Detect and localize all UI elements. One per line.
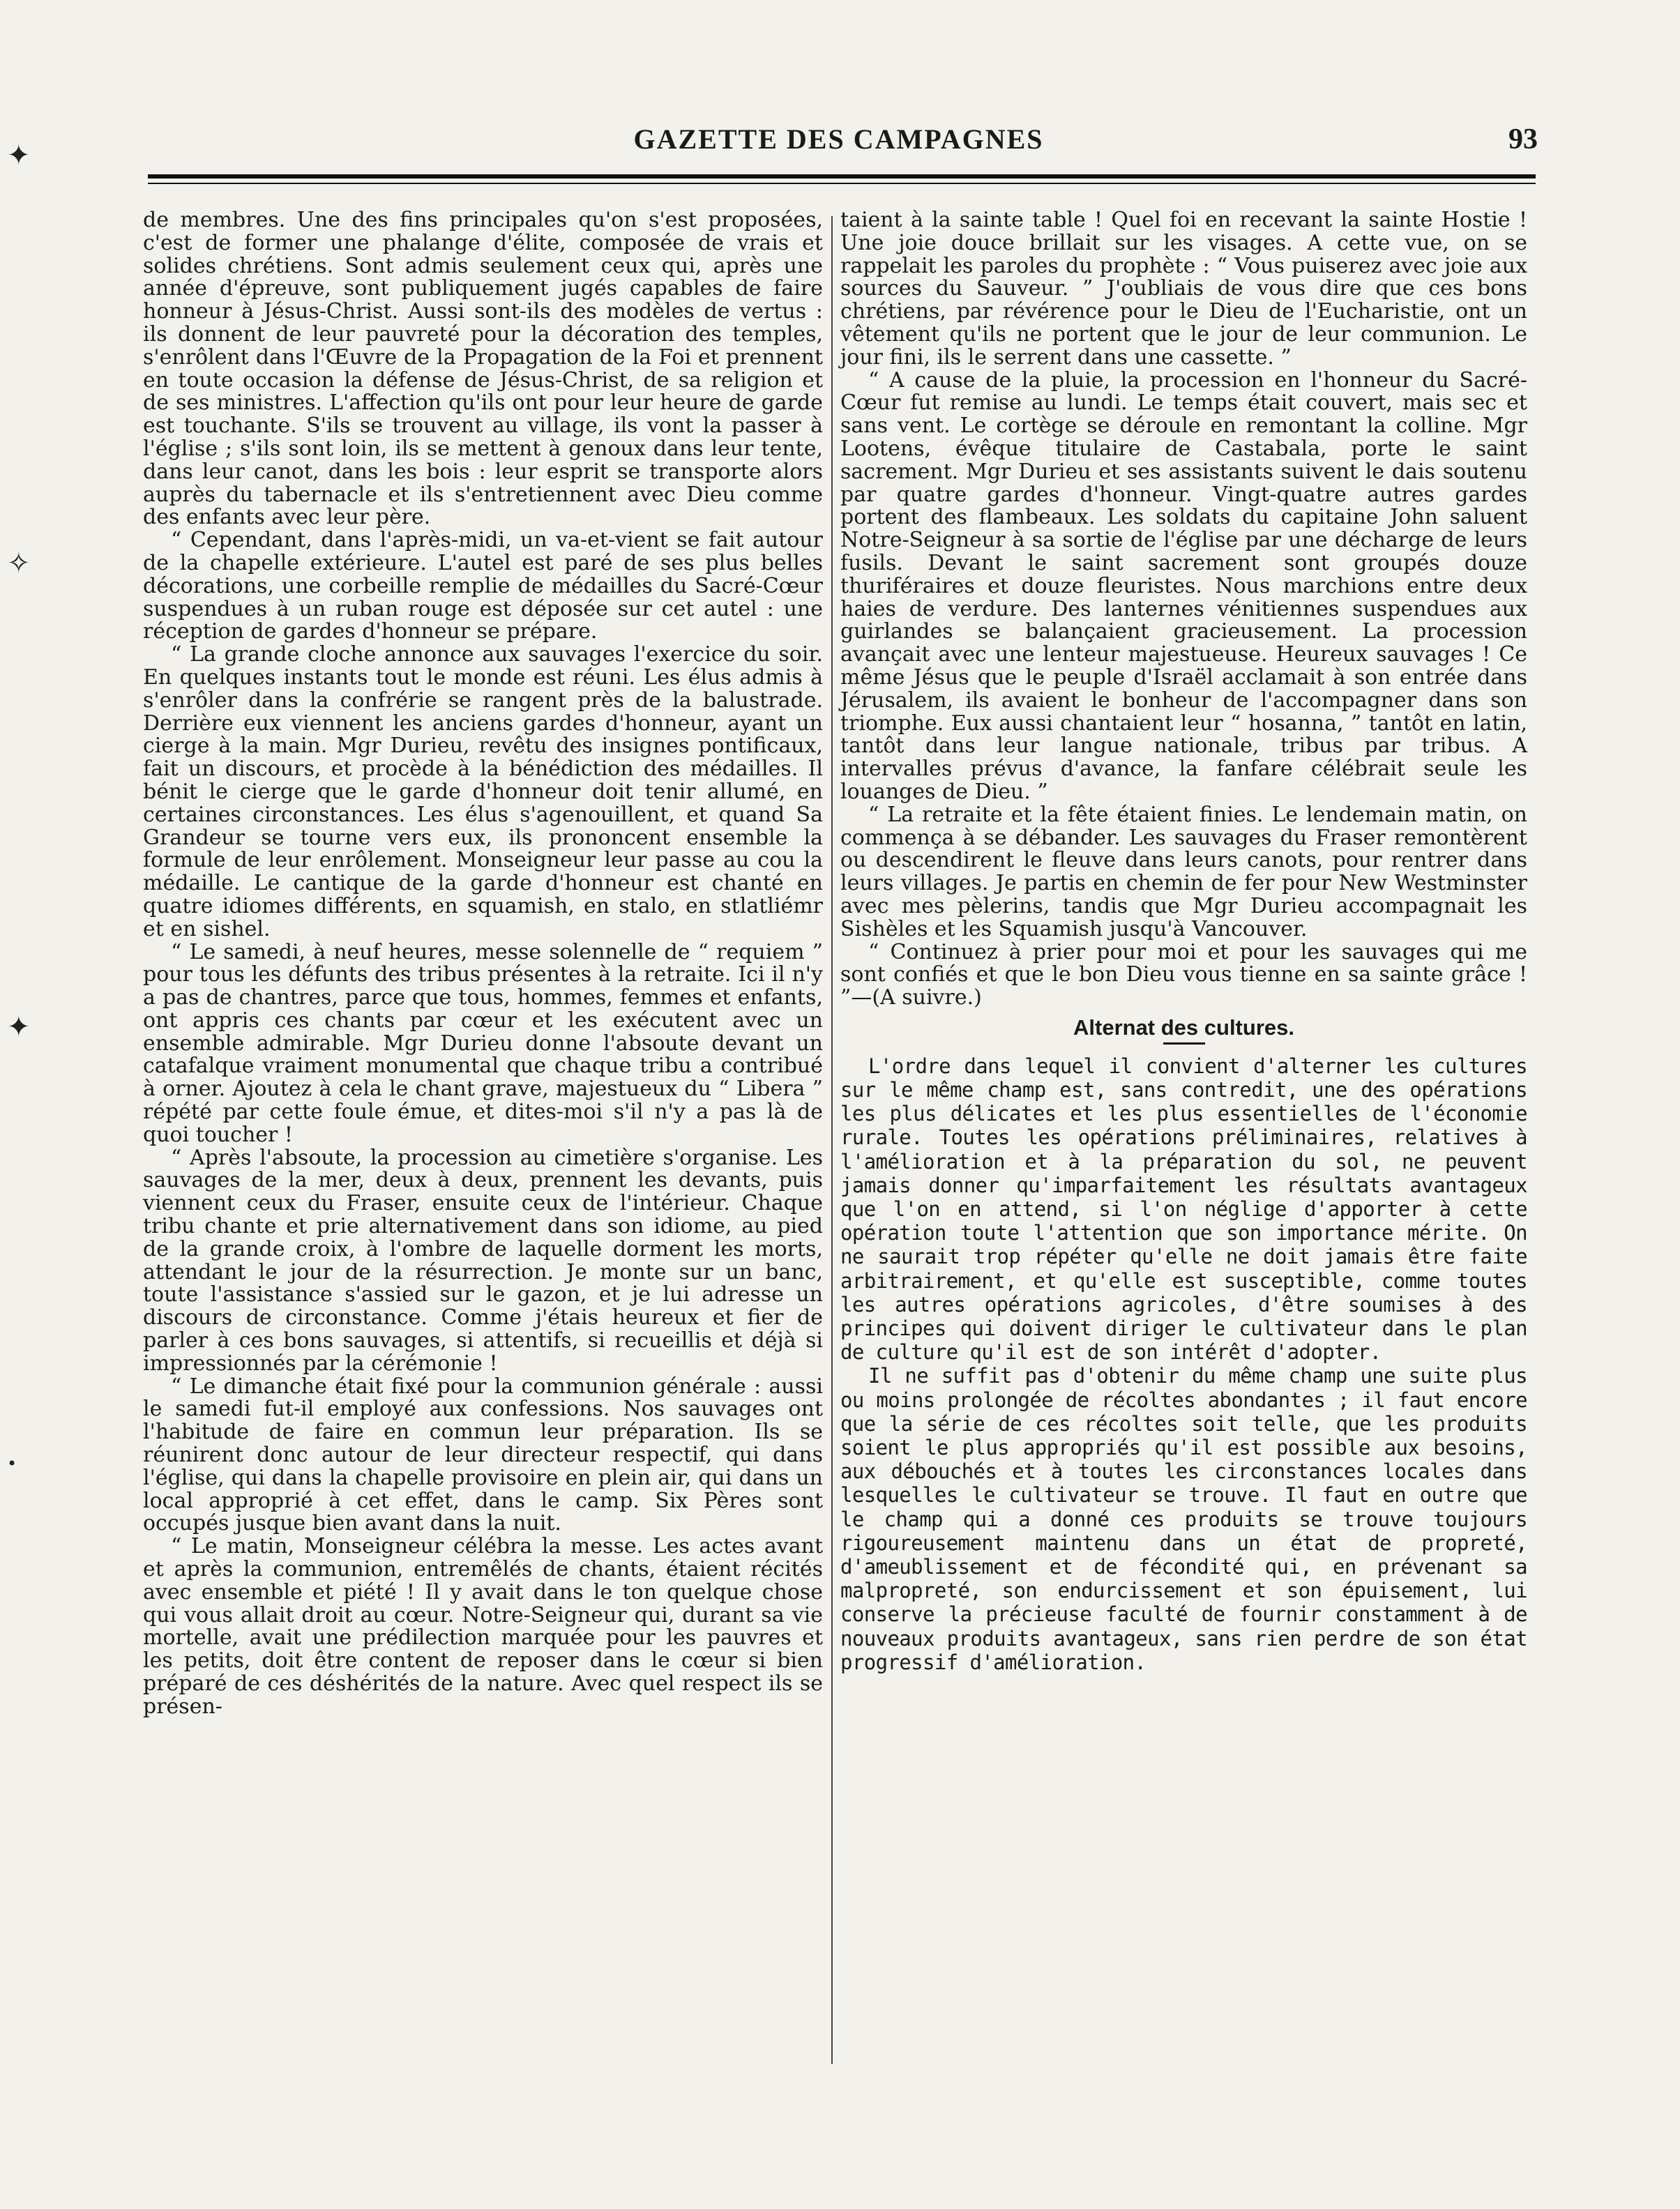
margin-mark: ✦	[7, 139, 31, 172]
paragraph: “ Continuez à prier pour moi et pour les sauvages qui me sont confiés et que le bon Dieu vous tienne en sa sainte grâce ! ”—(A suivre.)	[840, 939, 1527, 1010]
paragraph: “ Le dimanche était fixé pour la communion générale : aussi le samedi fut-il employé aux confessions. Nos sauvages ont l'habitude de faire en commun leur préparation. Ils se réunirent donc autour de leur directeur respectif, qui dans l'église, qui dans la chapelle provisoire en plein air, qui dans un local approprié à cet effet, dans le camp. Six Pères sont occupés jusque bien avant dans la nuit.	[143, 1374, 823, 1536]
header-rule-thin	[148, 183, 1536, 184]
paragraph: L'ordre dans lequel il convient d'alterner les cultures sur le même champ est, sans contredit, une des opérations les plus délicates et les plus essentielles de l'économie rurale. Toutes les opérations préliminaires, relatives à l'amélioration et à la préparation du sol, ne peuvent jamais donner qu'imparfaitement les résultats avantageux que l'on en attend, si l'on néglige d'apporter à cette opération toute l'attention que son importance mérite. On ne saurait trop répéter qu'elle ne doit jamais être faite arbitrairement, et qu'elle est susceptible, comme toutes les autres opérations agricoles, d'être soumises à des principes qui doivent diriger le cultivateur dans le plan de culture qu'il est de son intérêt d'adopter.	[840, 1054, 1527, 1365]
paragraph: “ Après l'absoute, la procession au cimetière s'organise. Les sauvages de la mer, deux à deux, prennent les devants, puis viennent ceux du Fraser, ensuite ceux de l'intérieur. Chaque tribu chante et prie alternativement dans son idiome, au pied de la grande croix, à l'ombre de laquelle dorment les morts, attendant le jour de la résurrection. Je monte sur un banc, toute l'assistance s'assied sur le gazon, et je lui adresse un discours de circonstance. Comme j'étais heureux et fier de parler à ces bons sauvages, si attentifs, si recueillis et déjà si impressionnés par la cérémonie !	[143, 1145, 823, 1376]
paragraph: taient à la sainte table ! Quel foi en recevant la sainte Hostie ! Une joie douce brillait sur les visages. A cette vue, on se rappelait les paroles du prophète : “ Vous puiserez avec joie aux sources du Sauveur. ” J'oubliais de vous dire que ces bons chrétiens, par révérence pour le Dieu de l'Eucharistie, ont un vêtement qu'ils ne portent que le jour de leur communion. Le jour fini, ils le serrent dans une cassette. ”	[840, 208, 1527, 370]
margin-mark: ✧	[7, 547, 31, 579]
page-number: 93	[1508, 123, 1538, 155]
running-title: GAZETTE DES CAMPAGNES	[633, 123, 1044, 155]
section-title: Alternat des cultures.	[1073, 1015, 1294, 1040]
paragraph: “ La grande cloche annonce aux sauvages l'exercice du soir. En quelques instants tout le monde est réuni. Les élus admis à s'enrôler dans la confrérie se rangent près de la balustrade. Derrière eux viennent les anciens gardes d'honneur, ayant un cierge à la main. Mgr Durieu, revêtu des insignes pontificaux, fait un discours, et procède à la bénédiction des médailles. Il bénit le cierge que le garde d'honneur doit tenir allumé, en certaines circonstances. Les élus s'agenouillent, et quand Sa Grandeur se tourne vers eux, ils prononcent ensemble la formule de leur enrôlement. Monseigneur leur passe au cou la médaille. Le cantique de la garde d'honneur est chanté en quatre idiomes différents, en squamish, en stalo, en stlatliémr et en sishel.	[143, 642, 823, 941]
section-title-rule	[1163, 1042, 1205, 1045]
paragraph: “ Le samedi, à neuf heures, messe solennelle de “ requiem ” pour tous les défunts des tribus présentes à la retraite. Ici il n'y a pas de chantres, parce que tous, hommes, femmes et enfants, ont appris ces chants par cœur et les exécutent avec un ensemble admirable. Mgr Durieu donne l'absoute devant un catafalque vraiment monumental que chaque tribu a contribué à orner. Ajoutez à cela le chant grave, majestueux du “ Libera ” répété par cette foule émue, et dites-moi s'il n'y a pas là de quoi toucher !	[143, 939, 823, 1147]
margin-mark: ✦	[7, 1011, 31, 1043]
paragraph: “ A cause de la pluie, la procession en l'honneur du Sacré-Cœur fut remise au lundi. Le temps était couvert, mais sec et sans vent. Le cortège se déroule en remontant la colline. Mgr Lootens, évêque titulaire de Castabala, porte le saint sacrement. Mgr Durieu et ses assistants suivent le dais soutenu par quatre gardes d'honneur. Vingt-quatre autres gardes portent des flambeaux. Les soldats du capitaine John saluent Notre-Seigneur à sa sortie de l'église par une décharge de leurs fusils. Devant le saint sacrement sont groupés douze thuriféraires et douze fleuristes. Nous marchions entre deux haies de verdure. Des lanternes vénitiennes suspendues aux guirlandes se balançaient gracieusement. La procession avançait avec une lenteur majestueuse. Heureux sauvages ! Ce même Jésus que le peuple d'Israël acclamait à son entrée dans Jérusalem, ils avaient le bonheur de l'accompagner dans son triomphe. Eux aussi chantaient leur “ hosanna, ” tantôt en latin, tantôt dans leur langue nationale, tribus par tribus. A intervalles prévus d'avance, la fanfare célébrait seule les louanges de Dieu. ”	[840, 367, 1527, 804]
paragraph: “ Cependant, dans l'après-midi, un va-et-vient se fait autour de la chapelle extérieure. L'autel est paré de ses plus belles décorations, une corbeille remplie de médailles du Sacré-Cœur suspendues à un ruban rouge est déposée sur cet autel : une réception de gardes d'honneur se prépare.	[143, 528, 823, 644]
paragraph: de membres. Une des fins principales qu'on s'est proposées, c'est de former une phalange d'élite, composée de vrais et solides chrétiens. Sont admis seulement ceux qui, après une année d'épreuve, sont publiquement jugés capables de faire honneur à Jésus-Christ. Aussi sont-ils des modèles de vertus : ils donnent de leur pauvreté pour la décoration des temples, s'enrôlent dans l'Œuvre de la Propagation de la Foi et prennent en toute occasion la défense de Jésus-Christ, de sa religion et de ses ministres. L'affection qu'ils ont pour leur heure de garde est touchante. S'ils se trouvent au village, ils vont la passer à l'église ; s'ils sont loin, ils se mettent à genoux dans leur tente, dans leur canot, dans les bois : leur esprit se transporte alors auprès du tabernacle et ils s'entretiennent avec Dieu comme des enfants avec leur père.	[143, 208, 823, 530]
page-header	[139, 123, 1538, 165]
paragraph: Il ne suffit pas d'obtenir du même champ une suite plus ou moins prolongée de récoltes abondantes ; il faut encore que la série de ces récoltes soit telle, que les produits soient le plus appropriés qu'il est possible aux besoins, aux débouchés et à toutes les circonstances locales dans lesquelles le cultivateur se trouve. Il faut en outre que le champ qui a donné ces produits se trouve toujours rigoureusement maintenu dans un état de propreté, d'ameublissement et de fécondité qui, en prévenant sa malpropreté, son endurcissement et son épuisement, lui conserve la précieuse faculté de fournir constamment à de nouveaux produits avantageux, sans rien perdre de son état progressif d'amélioration.	[840, 1364, 1527, 1674]
right-column	[840, 209, 1527, 1674]
margin-mark: •	[7, 1454, 17, 1473]
paragraph: “ La retraite et la fête étaient finies. Le lendemain matin, on commença à se débander. Les sauvages du Fraser remontèrent ou descendirent le fleuve dans leurs canots, pour rentrer dans leurs villages. Je partis en chemin de fer pour New Westminster avec mes pèlerins, tandis que Mgr Durieu accompagnait les Sishèles et les Squamish jusqu'à Vancouver.	[840, 802, 1527, 941]
left-column	[143, 209, 823, 1719]
paragraph: “ Le matin, Monseigneur célébra la messe. Les actes avant et après la communion, entremêlés de chants, étaient récités avec ensemble et piété ! Il y avait dans le ton quelque chose qui vous allait droit au cœur. Notre-Seigneur qui, durant sa vie mortelle, avait une prédilection marquée pour les pauvres et les petits, doit être content de reposer dans le cœur si bien préparé de ces déshérités de la nature. Avec quel respect ils se présen-	[143, 1534, 823, 1719]
section-body	[840, 1054, 1527, 1674]
header-rule-thick	[148, 174, 1536, 179]
column-divider	[831, 216, 833, 2064]
